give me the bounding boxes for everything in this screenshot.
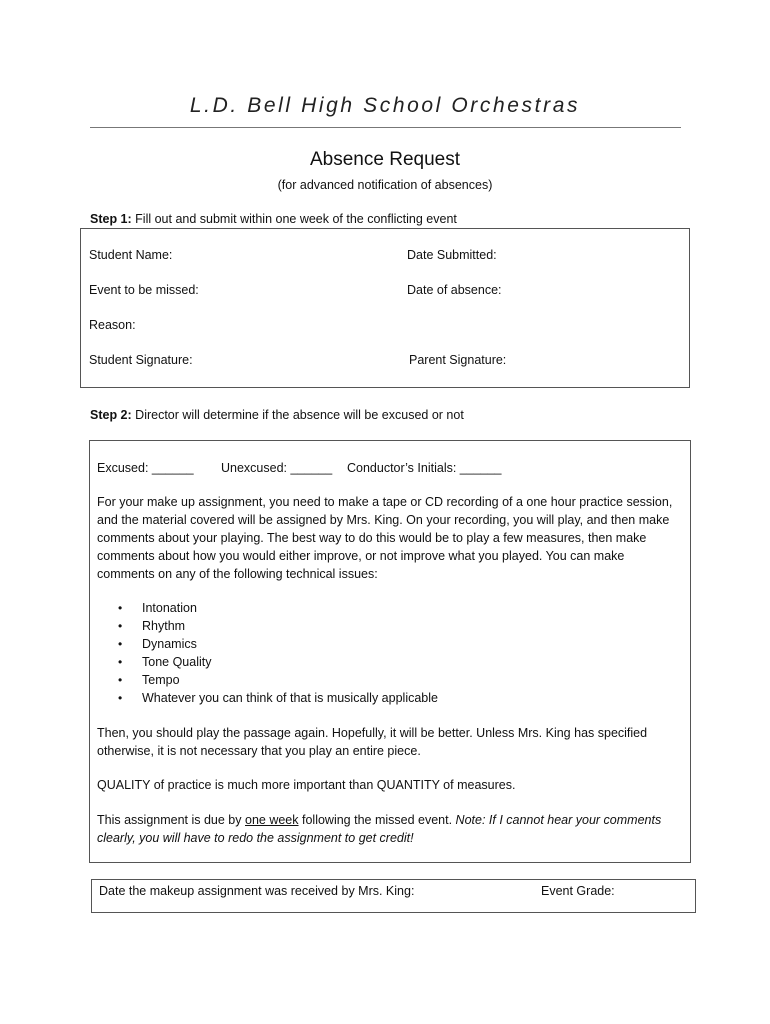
- bullet-icon: •: [118, 691, 123, 705]
- parent-signature-field[interactable]: Parent Signature:: [409, 353, 507, 367]
- step1-heading: [90, 210, 457, 228]
- event-grade-field[interactable]: Event Grade:: [541, 884, 615, 898]
- bullet-icon: •: [118, 601, 123, 615]
- title-divider: [90, 127, 681, 128]
- due-note: Note: If I cannot hear your comments: [455, 813, 662, 827]
- intro-line: and the material covered will be assigned by Mrs. King. On your recording, you will play, and then make: [97, 513, 670, 527]
- date-of-absence-field[interactable]: Date of absence:: [407, 283, 502, 297]
- step2-label: Step 2:: [90, 408, 132, 422]
- unexcused-field[interactable]: Unexcused: ______: [221, 461, 333, 475]
- event-missed-field[interactable]: Event to be missed:: [89, 283, 199, 297]
- excused-field[interactable]: Excused: ______: [97, 461, 194, 475]
- step2-instruction: Director will determine if the absence will be excused or not: [131, 408, 464, 422]
- intro-line: comments about your playing. The best way to do this would be to play a few measures, then make: [97, 531, 647, 545]
- step2-heading: [90, 406, 464, 424]
- student-name-field[interactable]: Student Name:: [89, 248, 173, 262]
- then-line: Then, you should play the passage again. Hopefully, it will be better. Unless Mrs. King has specified: [97, 726, 648, 740]
- bullet-icon: •: [118, 619, 123, 633]
- bullet-icon: •: [118, 655, 123, 669]
- form-title: Absence Request: [310, 149, 460, 170]
- intro-line: For your make up assignment, you need to make a tape or CD recording of a one hour practice session,: [97, 495, 673, 509]
- then-paragraph: [97, 724, 647, 760]
- then-line: otherwise, it is not necessary that you play an entire piece.: [97, 744, 421, 758]
- received-date-field[interactable]: Date the makeup assignment was received by Mrs. King:: [99, 884, 415, 898]
- bullet-icon: •: [118, 637, 123, 651]
- form-subtitle: (for advanced notification of absences): [277, 178, 493, 192]
- bullet-icon: •: [118, 673, 123, 687]
- due-note-continued: clearly, you will have to redo the assignment to get credit!: [97, 831, 414, 845]
- list-item: • Whatever you can think of that is musically applicable: [118, 691, 438, 705]
- due-emphasis: one week: [245, 813, 299, 827]
- date-submitted-field[interactable]: Date Submitted:: [407, 248, 497, 262]
- student-info-box: [80, 228, 690, 388]
- makeup-received-box: [91, 879, 696, 913]
- step1-instruction: Fill out and submit within one week of the conflicting event: [131, 212, 457, 226]
- director-box: [89, 440, 691, 863]
- list-item: • Intonation: [118, 601, 197, 615]
- list-item: • Tone Quality: [118, 655, 212, 669]
- intro-line: comments on any of the following technical issues:: [97, 567, 378, 581]
- reason-field[interactable]: Reason:: [89, 318, 136, 332]
- list-item: • Dynamics: [118, 637, 197, 651]
- student-signature-field[interactable]: Student Signature:: [89, 353, 193, 367]
- quality-note: QUALITY of practice is much more important than QUANTITY of measures.: [97, 778, 516, 792]
- school-title: L.D. Bell High School Orchestras: [189, 94, 581, 117]
- list-item: • Tempo: [118, 673, 180, 687]
- intro-line: comments about how you would either improve, or not improve what you played. You can make: [97, 549, 625, 563]
- intro-paragraph: [97, 493, 672, 583]
- due-paragraph: This assignment is due by one week following the missed event. Note: If I cannot hear your comments clearly, you will have to redo the assignment to get credit!: [97, 813, 662, 845]
- conductor-initials-field[interactable]: Conductor’s Initials: ______: [347, 461, 502, 475]
- technical-issues-list: [118, 599, 538, 707]
- list-item: • Rhythm: [118, 619, 186, 633]
- step1-label: Step 1:: [90, 212, 132, 226]
